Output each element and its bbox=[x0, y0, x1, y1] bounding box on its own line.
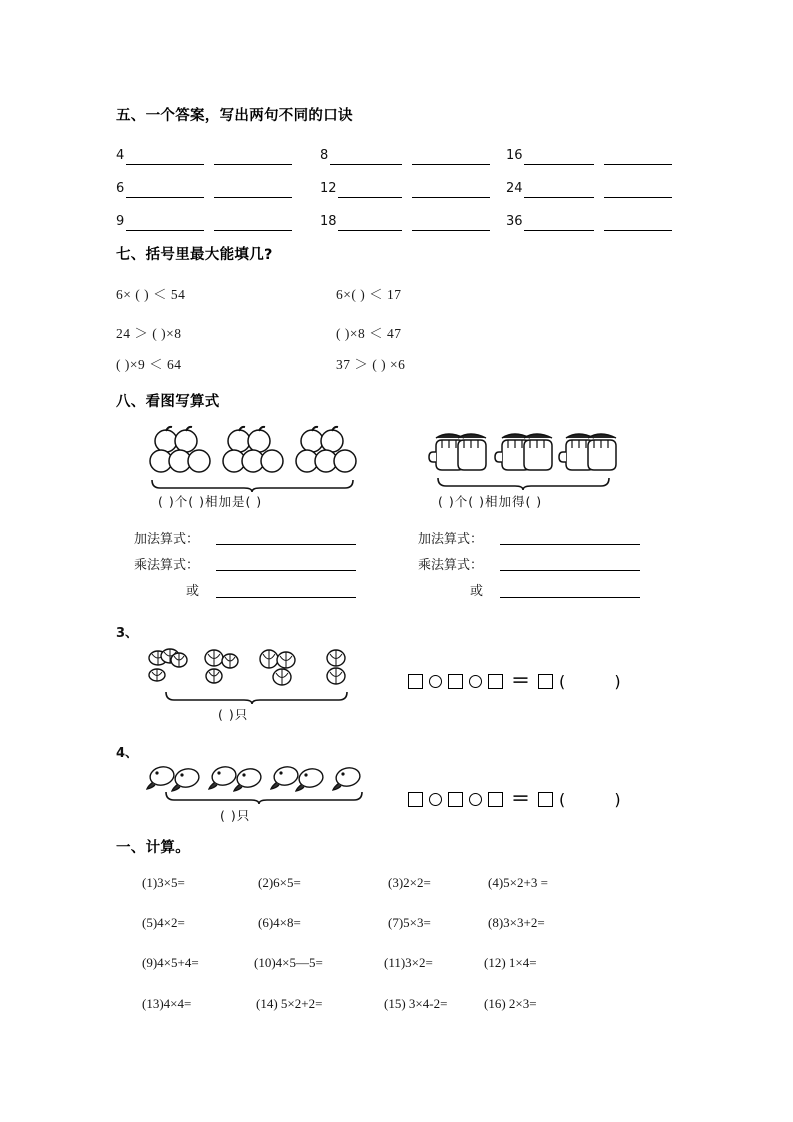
problem-3-equation[interactable] bbox=[408, 672, 634, 691]
section-five-number: 8 bbox=[320, 148, 329, 163]
addition-formula-label: 加法算式： bbox=[134, 532, 200, 547]
section-five-number: 24 bbox=[506, 181, 523, 196]
multiplication-formula-label: 乘法算式： bbox=[134, 558, 200, 573]
section-one-title: 一、计算。 bbox=[116, 840, 190, 856]
equals-sign: ＝ bbox=[511, 670, 531, 692]
section-five-number: 4 bbox=[116, 148, 125, 163]
answer-rule[interactable] bbox=[412, 230, 490, 231]
inequality-problem[interactable]: 37 ＞ ( ) ×6 bbox=[336, 357, 406, 372]
apple-group-brace bbox=[150, 478, 355, 492]
apple-caption: ( )个( )相加是( ) bbox=[158, 494, 263, 509]
inequality-problem[interactable]: ( )×8 ＜ 47 bbox=[336, 326, 402, 341]
section-eight-title: 八、看图写算式 bbox=[116, 394, 220, 410]
calc-problem[interactable]: (5)4×2= bbox=[142, 915, 185, 930]
mitten-group-brace bbox=[436, 476, 611, 490]
equation-box[interactable] bbox=[408, 674, 423, 689]
answer-rule[interactable] bbox=[604, 230, 672, 231]
problem-4-number: 4、 bbox=[116, 746, 139, 761]
addition-formula-rule[interactable] bbox=[500, 544, 640, 545]
answer-rule[interactable] bbox=[524, 197, 594, 198]
answer-rule[interactable] bbox=[126, 230, 204, 231]
section-five-number: 9 bbox=[116, 214, 125, 229]
answer-rule[interactable] bbox=[214, 197, 292, 198]
equation-box[interactable] bbox=[538, 674, 553, 689]
section-seven-title: 七、括号里最大能填几? bbox=[116, 247, 273, 263]
calc-problem[interactable]: (1)3×5= bbox=[142, 875, 185, 890]
calc-problem[interactable]: (6)4×8= bbox=[258, 915, 301, 930]
section-five-number: 6 bbox=[116, 181, 125, 196]
calc-problem[interactable]: (15) 3×4-2= bbox=[384, 996, 448, 1011]
answer-rule[interactable] bbox=[338, 197, 402, 198]
problem-4-equation[interactable] bbox=[408, 790, 634, 809]
addition-formula-label: 加法算式： bbox=[418, 532, 484, 547]
addition-formula-rule[interactable] bbox=[216, 544, 356, 545]
multiplication-formula-rule[interactable] bbox=[500, 570, 640, 571]
equation-circle[interactable] bbox=[469, 793, 482, 806]
equation-box[interactable] bbox=[408, 792, 423, 807]
equation-box[interactable] bbox=[488, 674, 503, 689]
pumpkin-caption: ( )只 bbox=[218, 707, 249, 722]
calc-problem[interactable]: (7)5×3= bbox=[388, 915, 431, 930]
mitten-caption: ( )个( )相加得( ) bbox=[438, 494, 543, 509]
section-five-number: 16 bbox=[506, 148, 523, 163]
pumpkin-groups-illustration bbox=[146, 648, 361, 693]
calc-problem[interactable]: (13)4×4= bbox=[142, 996, 192, 1011]
answer-rule[interactable] bbox=[524, 230, 594, 231]
inequality-problem[interactable]: 6×( ) ＜ 17 bbox=[336, 287, 402, 302]
answer-rule[interactable] bbox=[604, 164, 672, 165]
answer-parentheses[interactable]: ( ) bbox=[559, 672, 634, 691]
bird-caption: ( )只 bbox=[220, 808, 251, 823]
answer-rule[interactable] bbox=[330, 164, 402, 165]
answer-rule[interactable] bbox=[524, 164, 594, 165]
calc-problem[interactable]: (11)3×2= bbox=[384, 955, 433, 970]
multiplication-formula-rule[interactable] bbox=[216, 570, 356, 571]
answer-rule[interactable] bbox=[214, 164, 292, 165]
multiplication-formula-label: 乘法算式： bbox=[418, 558, 484, 573]
equation-box[interactable] bbox=[448, 792, 463, 807]
alternative-formula-rule[interactable] bbox=[500, 597, 640, 598]
equation-circle[interactable] bbox=[429, 793, 442, 806]
inequality-problem[interactable]: 6× ( ) ＜ 54 bbox=[116, 287, 186, 302]
apple-groups-illustration bbox=[150, 428, 360, 480]
answer-rule[interactable] bbox=[604, 197, 672, 198]
problem-3-number: 3、 bbox=[116, 626, 139, 641]
equation-box[interactable] bbox=[488, 792, 503, 807]
inequality-problem[interactable]: ( )×9 ＜ 64 bbox=[116, 357, 182, 372]
calc-problem[interactable]: (16) 2×3= bbox=[484, 996, 537, 1011]
bird-group-brace bbox=[164, 790, 364, 804]
calc-problem[interactable]: (10)4×5—5= bbox=[254, 955, 323, 970]
answer-rule[interactable] bbox=[126, 197, 204, 198]
answer-rule[interactable] bbox=[338, 230, 402, 231]
mitten-groups-illustration bbox=[432, 428, 622, 480]
pumpkin-group-brace bbox=[164, 690, 349, 704]
section-five-number: 12 bbox=[320, 181, 337, 196]
calc-problem[interactable]: (8)3×3+2= bbox=[488, 915, 545, 930]
inequality-problem[interactable]: 24 ＞ ( )×8 bbox=[116, 326, 182, 341]
answer-rule[interactable] bbox=[126, 164, 204, 165]
equation-circle[interactable] bbox=[429, 675, 442, 688]
calc-problem[interactable]: (3)2×2= bbox=[388, 875, 431, 890]
calc-problem[interactable]: (14) 5×2+2= bbox=[256, 996, 323, 1011]
section-five-number: 18 bbox=[320, 214, 337, 229]
calc-problem[interactable]: (4)5×2+3 = bbox=[488, 875, 548, 890]
equals-sign: ＝ bbox=[511, 788, 531, 810]
alternative-formula-label: 或 bbox=[470, 584, 484, 599]
calc-problem[interactable]: (9)4×5+4= bbox=[142, 955, 199, 970]
answer-rule[interactable] bbox=[412, 164, 490, 165]
answer-parentheses[interactable]: ( ) bbox=[559, 790, 634, 809]
answer-rule[interactable] bbox=[214, 230, 292, 231]
section-five-title: 五、一个答案，写出两句不同的口诀 bbox=[116, 108, 353, 124]
calc-problem[interactable]: (12) 1×4= bbox=[484, 955, 537, 970]
equation-circle[interactable] bbox=[469, 675, 482, 688]
answer-rule[interactable] bbox=[412, 197, 490, 198]
section-five-number: 36 bbox=[506, 214, 523, 229]
equation-box[interactable] bbox=[448, 674, 463, 689]
equation-box[interactable] bbox=[538, 792, 553, 807]
calc-problem[interactable]: (2)6×5= bbox=[258, 875, 301, 890]
alternative-formula-rule[interactable] bbox=[216, 597, 356, 598]
alternative-formula-label: 或 bbox=[186, 584, 200, 599]
